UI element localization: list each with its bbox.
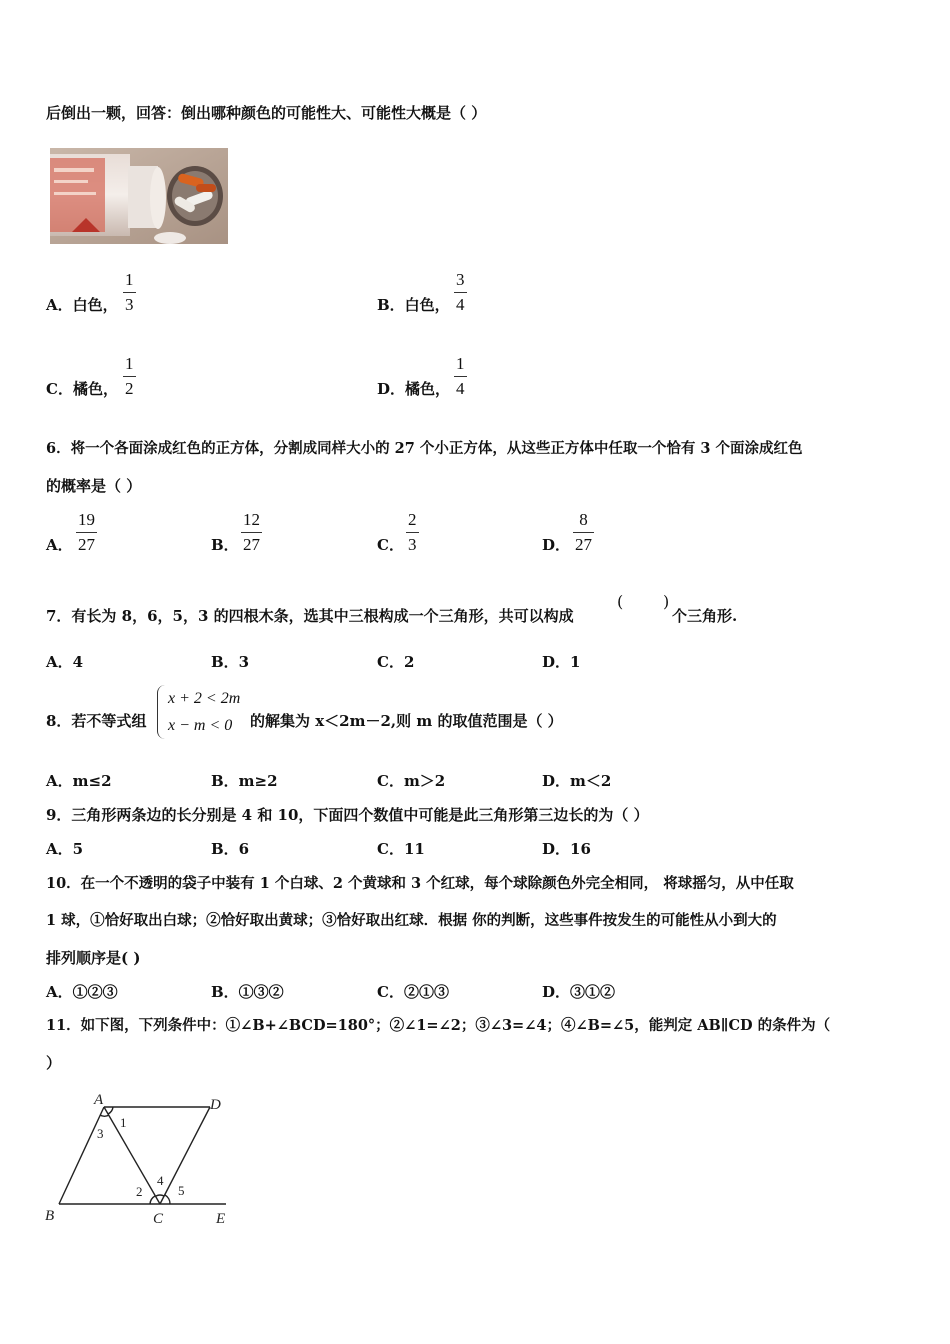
fraction-denominator: 3 [408, 535, 417, 554]
segment-ac [104, 1107, 160, 1204]
fraction-denominator: 3 [125, 295, 134, 314]
q11-question-line2: ） [46, 1054, 62, 1072]
q10-question-line1: 10．在一个不透明的袋子中装有 1 个白球、2 个黄球和 3 个红球，每个球除颜色外完全相同， 将球摇匀，从中任取 [46, 875, 794, 892]
fraction-denominator: 4 [456, 295, 465, 314]
q10-option-d: D．③①② [542, 983, 616, 1001]
q9-option-c: C．11 [377, 840, 425, 858]
q9-option-b: B．6 [211, 840, 250, 858]
q7-question-text: 7．有长为 8，6，5，3 的四根木条，选其中三根构成一个三角形，共可以构成 [46, 607, 574, 625]
q6-option-c-label: C． [377, 536, 404, 554]
q9-option-a: A．5 [46, 840, 84, 858]
point-label-a: A [94, 1092, 104, 1108]
q5-option-a-fraction [123, 270, 136, 315]
medicine-bottle-photo [50, 148, 228, 244]
q7-option-c: C．2 [377, 653, 415, 671]
q7-option-b: B．3 [211, 653, 250, 671]
q5-option-d-label: D．橘色， [377, 380, 451, 398]
point-label-b: B [45, 1208, 55, 1224]
fraction-denominator: 4 [456, 379, 465, 398]
q6-question-line1: 6．将一个各面涂成红色的正方体，分割成同样大小的 27 个小正方体，从这些正方体中任取一个恰有 3 个面涂成红色 [46, 440, 803, 457]
q6-option-b-label: B． [211, 536, 239, 554]
fraction-numerator: 12 [243, 510, 260, 529]
q6-question-line2: 的概率是（ ） [46, 477, 142, 495]
point-label-e: E [216, 1211, 226, 1227]
fraction-numerator: 8 [579, 510, 588, 529]
q8-question-prefix: 8．若不等式组 [46, 712, 147, 730]
q7-option-d: D．1 [542, 653, 581, 671]
q6-option-b-fraction [241, 510, 262, 555]
q5-option-a-label: A．白色， [46, 296, 118, 314]
angle-arc-5 [165, 1195, 170, 1204]
q8-option-a: A．m≤2 [46, 772, 112, 790]
q9-question-text: 9．三角形两条边的长分别是 4 和 10，下面四个数值中可能是此三角形第三边长的为（ ） [46, 806, 649, 824]
q6-option-a-label: A． [46, 536, 73, 554]
q9-option-d: D．16 [542, 840, 591, 858]
q5-option-b-fraction [454, 270, 467, 315]
q6-option-d-label: D． [542, 536, 571, 554]
q7-blank-open: ( [617, 592, 624, 611]
q11-question-line1: 11．如下图，下列条件中：①∠B+∠BCD=180°；②∠1=∠2；③∠3=∠4；④∠B=∠5，能判定 AB∥CD 的条件为（ [46, 1017, 831, 1034]
q8-option-b: B．m≥2 [211, 772, 278, 790]
fraction-numerator: 3 [456, 270, 465, 289]
q10-question-line2: 1 球，①恰好取出白球；②恰好取出黄球；③恰好取出红球．根据 你的判断，这些事件按发生的可能性从小到大的 [46, 912, 777, 929]
fraction-denominator: 27 [575, 535, 592, 554]
fraction-numerator: 2 [408, 510, 417, 529]
q7-blank-close: ) [663, 592, 670, 611]
q8-inequality-system [157, 685, 240, 739]
q10-question-line3: 排列顺序是( ) [46, 949, 141, 967]
q5-option-b-label: B．白色， [377, 296, 450, 314]
q7-question-tail: 个三角形. [672, 607, 738, 625]
fraction-denominator: 2 [125, 379, 134, 398]
inequality-1: x + 2 < 2m [168, 690, 241, 707]
angle-arc-2 [150, 1196, 155, 1204]
q7-option-a: A．4 [46, 653, 84, 671]
point-label-c: C [153, 1211, 164, 1227]
q5-question-text: 后倒出一颗，回答：倒出哪种颜色的可能性大、可能性大概是（ ） [46, 104, 487, 122]
q10-option-b: B．①③② [211, 983, 284, 1001]
q6-option-d-fraction [573, 510, 594, 555]
fraction-numerator: 1 [125, 270, 134, 289]
fraction-numerator: 1 [456, 354, 465, 373]
q10-option-c: C．②①③ [377, 983, 449, 1001]
inequality-2: x − m < 0 [168, 717, 233, 734]
medicine-bottle-image [50, 148, 228, 244]
angle-label-5: 5 [178, 1183, 185, 1198]
q8-option-d: D．m＜2 [542, 772, 612, 790]
angle-label-1: 1 [120, 1115, 127, 1130]
angle-label-3: 3 [97, 1126, 104, 1141]
q6-option-a-fraction [76, 510, 97, 555]
fraction-numerator: 1 [125, 354, 134, 373]
segment-ab [59, 1107, 104, 1204]
q5-option-c-label: C．橘色， [46, 380, 118, 398]
q8-question-suffix: 的解集为 x＜2m－2,则 m 的取值范围是（ ） [250, 712, 563, 730]
q10-option-a: A．①②③ [46, 983, 118, 1001]
angle-label-4: 4 [157, 1173, 164, 1188]
q8-option-c: C．m＞2 [377, 772, 446, 790]
fraction-denominator: 27 [78, 535, 95, 554]
q5-option-c-fraction [123, 354, 136, 399]
fraction-denominator: 27 [243, 535, 260, 554]
q6-option-c-fraction [406, 510, 419, 555]
angle-arc-3 [100, 1115, 109, 1116]
segment-cd [160, 1107, 210, 1204]
q5-option-d-fraction [454, 354, 467, 399]
geometry-figure [40, 1090, 240, 1230]
fraction-numerator: 19 [78, 510, 95, 529]
angle-arc-4 [156, 1195, 164, 1196]
angle-label-2: 2 [136, 1184, 143, 1199]
angle-arc-1 [108, 1107, 113, 1114]
point-label-d: D [210, 1097, 221, 1113]
